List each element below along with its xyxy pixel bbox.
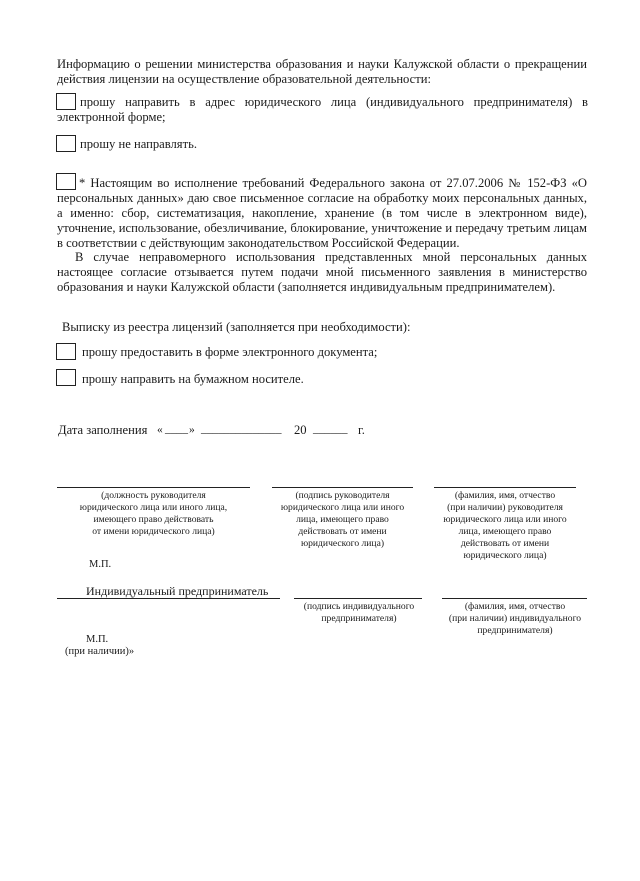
individual-title-line: [57, 598, 280, 599]
full-name-line[interactable]: [434, 487, 576, 488]
send-electronic-checkbox[interactable]: [56, 93, 76, 110]
extract-paper-label: прошу направить на бумажном носителе.: [82, 372, 304, 386]
extract-electronic-label: прошу предоставить в форме электронного документа;: [82, 345, 378, 359]
position-line[interactable]: [57, 487, 250, 488]
date-year-suffix: г.: [358, 423, 365, 437]
individual-full-name-caption: [440, 601, 590, 637]
caption-line: от имени юридического лица): [92, 526, 215, 537]
do-not-send-label: прошу не направлять.: [80, 137, 197, 151]
caption-line: юридического лица): [463, 550, 547, 561]
date-label: Дата заполнения: [58, 423, 148, 437]
date-open-quote: «: [157, 424, 163, 436]
full-name-caption: [434, 490, 576, 562]
caption-line: юридического лица): [300, 538, 385, 549]
caption-line: (при наличии) индивидуального: [448, 613, 582, 624]
caption-line: юридического лица или иного: [280, 502, 405, 513]
extract-heading: Выписку из реестра лицензий (заполняется при необходимости):: [62, 320, 411, 334]
individual-stamp-note: (при наличии)»: [65, 646, 135, 657]
date-month-blank[interactable]: ______________: [201, 423, 282, 435]
do-not-send-checkbox[interactable]: [56, 135, 76, 152]
caption-line: (подпись руководителя: [295, 490, 390, 501]
caption-line: имеющего право действовать: [93, 514, 214, 525]
caption-line: (фамилия, имя, отчество: [454, 490, 556, 501]
caption-line: лица, имеющего право: [458, 526, 552, 537]
consent-revoke-paragraph: В случае неправомерного использования представленных мной персональных данных настоящее согласие отзывается путем подачи мной письменного заявления в министерство образования и науки Калужской области (заполняется индивидуальным предпринимателем).: [57, 250, 587, 294]
caption-line: юридического лица или иного: [443, 514, 567, 525]
caption-line: (должность руководителя: [101, 490, 206, 501]
intro-paragraph: Информацию о решении министерства образования и науки Калужской области о прекращении действия лицензии на осуществление образовательной деятельности:: [57, 57, 587, 86]
caption-line: предпринимателя): [321, 613, 397, 624]
caption-line: предпринимателя): [477, 625, 553, 636]
individual-entrepreneur-title: Индивидуальный предприниматель: [86, 584, 269, 598]
caption-line: юридического лица или иного лица,: [79, 502, 228, 513]
caption-line: лица, имеющего право: [296, 514, 389, 525]
caption-line: (подпись индивидуального: [303, 601, 415, 612]
date-day-blank[interactable]: ____: [165, 423, 188, 435]
individual-signature-line[interactable]: [294, 598, 422, 599]
position-caption: [57, 490, 250, 538]
send-electronic-label: прошу направить в адрес юридического лица (индивидуального предпринимателя) в: [80, 95, 588, 109]
extract-electronic-checkbox[interactable]: [56, 343, 76, 360]
caption-line: действовать от имени: [298, 526, 387, 537]
extract-paper-checkbox[interactable]: [56, 369, 76, 386]
signature-caption: [272, 490, 413, 550]
caption-line: (фамилия, имя, отчество: [464, 601, 566, 612]
date-year-prefix: 20: [294, 423, 307, 437]
send-electronic-label-cont: электронной форме;: [57, 110, 166, 124]
date-year-blank[interactable]: ______: [313, 423, 348, 435]
individual-signature-caption: [286, 601, 432, 625]
legal-entity-stamp: М.П.: [89, 559, 112, 570]
signature-line[interactable]: [272, 487, 413, 488]
caption-line: (при наличии) руководителя: [447, 502, 563, 513]
individual-full-name-line[interactable]: [442, 598, 587, 599]
consent-paragraph: * Настоящим во исполнение требований Федерального закона от 27.07.2006 № 152-ФЗ «О персональных данных» даю свое письменное согласие на обработку моих персональных данных, а именно: сбор, систематизация, накопление, хранение (в том числе в электронном виде), уточнение, использование, обезличивание, блокирование, уничтожение и передачу третьим лицам в соответствии с действующим законодательством Российской Федерации.: [57, 176, 587, 250]
caption-line: действовать от имени: [460, 538, 550, 549]
date-close-quote: »: [189, 424, 195, 436]
individual-stamp: М.П.: [86, 634, 109, 645]
